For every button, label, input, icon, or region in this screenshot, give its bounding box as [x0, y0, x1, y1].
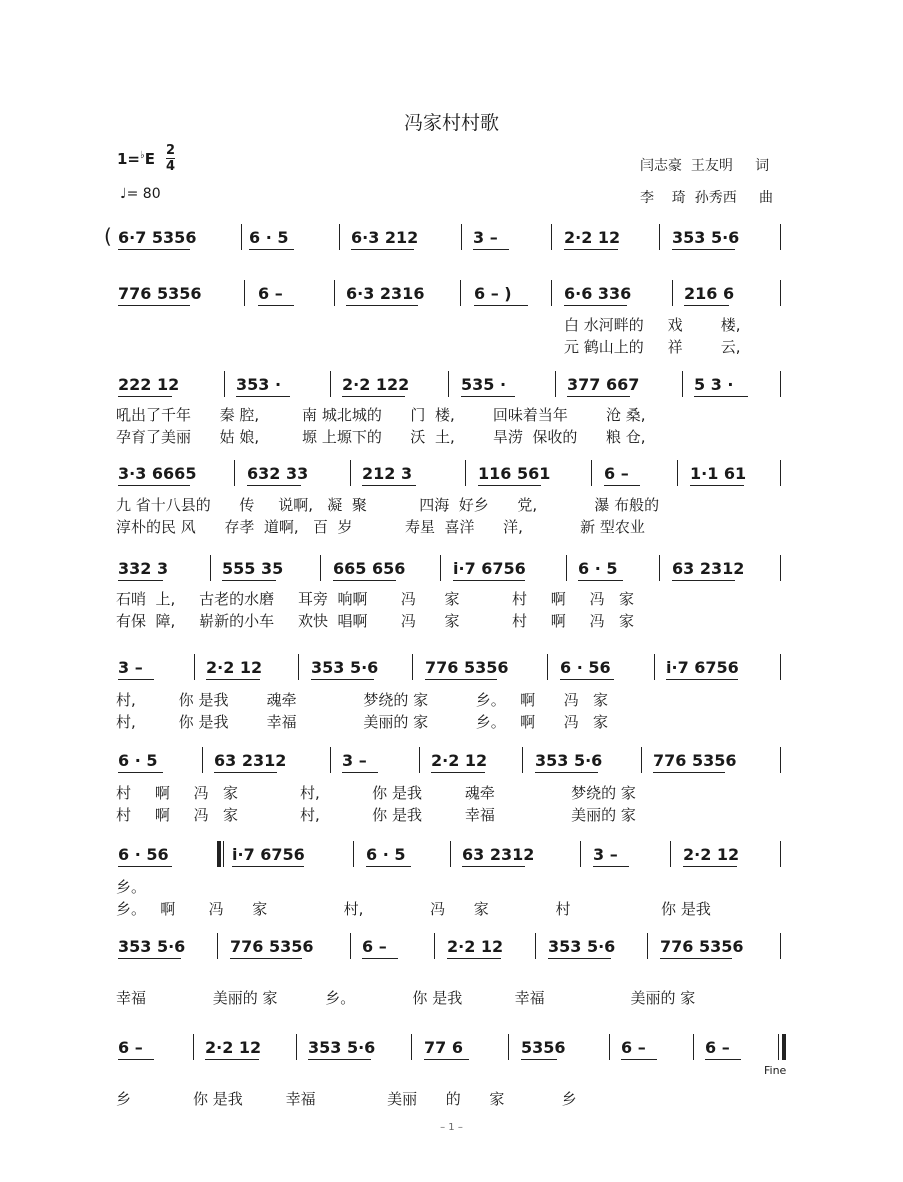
- barline: [339, 224, 340, 250]
- beam-line: [447, 958, 501, 959]
- measure-notes: 6·3 2316: [346, 284, 425, 303]
- beam-line: [593, 866, 629, 867]
- measure-notes: 2·2 12: [431, 751, 488, 770]
- measure-notes: 6 · 5: [578, 559, 618, 578]
- lyric-line: 孕育了美丽 姑 娘, 塬 上塬下的 沃 土, 旱涝 保收的 粮 仓,: [116, 428, 646, 446]
- beam-line: [578, 580, 623, 581]
- beam-line: [425, 679, 497, 680]
- barline: [780, 841, 781, 867]
- lyric-line: 村, 你 是我 魂牵 梦绕的 家 乡。 啊 冯 家: [116, 691, 609, 709]
- beam-line: [258, 305, 294, 306]
- barline: [780, 280, 781, 306]
- measure-notes: 555 35: [222, 559, 284, 578]
- barline: [241, 224, 242, 250]
- measure-notes: 6 · 5: [118, 751, 158, 770]
- measure-notes: 332 3: [118, 559, 169, 578]
- barline: [330, 747, 331, 773]
- barline: [412, 654, 413, 680]
- measure-notes: 216 6: [684, 284, 735, 303]
- measure-notes: 3 –: [473, 228, 498, 247]
- lyric-line: 乡 你 是我 幸福 美丽 的 家 乡: [116, 1090, 577, 1108]
- barline: [244, 280, 245, 306]
- measure-notes: 776 5356: [425, 658, 509, 677]
- beam-line: [535, 772, 598, 773]
- measure-notes: 632 33: [247, 464, 309, 483]
- measure-notes: 63 2312: [462, 845, 535, 864]
- beam-line: [118, 396, 172, 397]
- beam-line: [247, 485, 301, 486]
- measure-notes: 222 12: [118, 375, 180, 394]
- measure-notes: 63 2312: [214, 751, 287, 770]
- page-number: – 1 –: [440, 1122, 463, 1133]
- beam-line: [118, 772, 163, 773]
- beam-line: [672, 580, 735, 581]
- song-title: 冯家村村歌: [403, 112, 499, 134]
- lyric-line: 九 省十八县的 传 说啊, 凝 聚 四海 好乡 党, 瀑 布般的: [116, 496, 660, 514]
- measure-notes: 6 · 56: [118, 845, 169, 864]
- barline: [350, 460, 351, 486]
- lyricist-credit: 闫志豪 王友明 词: [640, 158, 770, 174]
- barline: [194, 654, 195, 680]
- barline: [580, 841, 581, 867]
- beam-line: [311, 679, 374, 680]
- measure-notes: 6 –: [604, 464, 629, 483]
- measure-notes: 6·3 212: [351, 228, 419, 247]
- barline: [522, 747, 523, 773]
- barline: [320, 555, 321, 581]
- measure-notes: 353 5·6: [672, 228, 740, 247]
- beam-line: [236, 396, 290, 397]
- beam-line: [672, 249, 735, 250]
- time-signature-top: 2: [166, 143, 176, 158]
- beam-line: [660, 958, 732, 959]
- barline: [659, 224, 660, 250]
- barline: [234, 460, 235, 486]
- lyric-line: 村 啊 冯 家 村, 你 是我 魂牵 梦绕的 家: [116, 784, 636, 802]
- barline: [547, 654, 548, 680]
- beam-line: [473, 249, 509, 250]
- beam-line: [206, 679, 260, 680]
- beam-line: [604, 485, 640, 486]
- barline: [780, 654, 781, 680]
- barline: [224, 371, 225, 397]
- measure-notes: i·7 6756: [453, 559, 526, 578]
- tempo-marking: ♩= 80: [120, 186, 161, 202]
- beam-line: [564, 305, 627, 306]
- barline: [780, 933, 781, 959]
- barline: [780, 747, 781, 773]
- measure-notes: 6 · 5: [249, 228, 289, 247]
- beam-line: [308, 1059, 371, 1060]
- measure-notes: 5356: [521, 1038, 566, 1057]
- measure-notes: 6 –: [621, 1038, 646, 1057]
- beam-line: [118, 866, 172, 867]
- beam-line: [346, 305, 418, 306]
- beam-line: [424, 1059, 469, 1060]
- beam-line: [705, 1059, 741, 1060]
- fine-marking: Fine: [764, 1064, 787, 1077]
- barline: [461, 224, 462, 250]
- measure-notes: 776 5356: [230, 937, 314, 956]
- barline: [411, 1034, 412, 1060]
- barline: [465, 460, 466, 486]
- beam-line: [222, 580, 276, 581]
- measure-notes: 3 –: [593, 845, 618, 864]
- beam-line: [684, 305, 729, 306]
- beam-line: [118, 580, 163, 581]
- beam-line: [118, 679, 154, 680]
- measure-notes: 212 3: [362, 464, 413, 483]
- beam-line: [683, 866, 737, 867]
- measure-notes: 3 –: [342, 751, 367, 770]
- beam-line: [564, 249, 618, 250]
- beam-line: [118, 485, 190, 486]
- measure-notes: 2·2 12: [564, 228, 621, 247]
- barline: [780, 371, 781, 397]
- measure-notes: 3 –: [118, 658, 143, 677]
- barline: [551, 224, 552, 250]
- barline: [780, 224, 781, 250]
- barline: [460, 280, 461, 306]
- measure-notes: 6·6 336: [564, 284, 632, 303]
- barline: [670, 841, 671, 867]
- barline: [780, 555, 781, 581]
- barline: [193, 1034, 194, 1060]
- beam-line: [214, 772, 277, 773]
- beam-line: [462, 866, 525, 867]
- barline: [535, 933, 536, 959]
- measure-notes: 6 –: [258, 284, 283, 303]
- lyric-line: 乡。: [116, 878, 147, 896]
- measure-notes: 535 ·: [461, 375, 507, 394]
- measure-notes: 353 5·6: [311, 658, 379, 677]
- beam-line: [366, 866, 411, 867]
- beam-line: [461, 396, 515, 397]
- measure-notes: 77 6: [424, 1038, 463, 1057]
- measure-notes: 5 3 ·: [694, 375, 734, 394]
- measure-notes: 353 5·6: [308, 1038, 376, 1057]
- lyric-line: 白 水河畔的 戏 楼,: [564, 316, 741, 334]
- barline: [682, 371, 683, 397]
- barline: [508, 1034, 509, 1060]
- barline: [330, 371, 331, 397]
- measure-notes: 3·3 6665: [118, 464, 197, 483]
- barline: [202, 747, 203, 773]
- beam-line: [342, 396, 405, 397]
- measure-notes: 2·2 122: [342, 375, 410, 394]
- lyric-line: 石哨 上, 古老的水磨 耳旁 响啊 冯 家 村 啊 冯 家: [116, 590, 634, 608]
- measure-notes: 776 5356: [118, 284, 202, 303]
- measure-notes: 2·2 12: [683, 845, 740, 864]
- barline: [659, 555, 660, 581]
- beam-line: [118, 958, 181, 959]
- lyric-line: 乡。 啊 冯 家 村, 冯 家 村 你 是我: [116, 900, 711, 918]
- barline: [350, 933, 351, 959]
- beam-line: [118, 249, 190, 250]
- barline: [353, 841, 354, 867]
- beam-line: [205, 1059, 259, 1060]
- beam-line: [521, 1059, 557, 1060]
- beam-line: [342, 772, 378, 773]
- barline: [780, 460, 781, 486]
- measure-notes: 353 5·6: [118, 937, 186, 956]
- beam-line: [118, 1059, 154, 1060]
- beam-line: [560, 679, 614, 680]
- beam-line: [690, 485, 744, 486]
- barline: [440, 555, 441, 581]
- barline: [434, 933, 435, 959]
- measure-notes: 377 667: [567, 375, 640, 394]
- lyric-line: 吼出了千年 秦 腔, 南 城北城的 门 楼, 回味着当年 沧 桑,: [116, 406, 646, 424]
- measure-notes: i·7 6756: [232, 845, 305, 864]
- final-barline: [778, 1034, 786, 1060]
- measure-notes: 776 5356: [653, 751, 737, 770]
- beam-line: [548, 958, 611, 959]
- beam-line: [249, 249, 294, 250]
- measure-notes: 6 · 5: [366, 845, 406, 864]
- time-signature: [166, 143, 175, 174]
- beam-line: [666, 679, 738, 680]
- barline: [450, 841, 451, 867]
- barline: [555, 371, 556, 397]
- measure-notes: 2·2 12: [205, 1038, 262, 1057]
- barline: [693, 1034, 694, 1060]
- beam-line: [351, 249, 414, 250]
- beam-line: [567, 396, 630, 397]
- beam-line: [232, 866, 304, 867]
- composer-credit: 李 琦 孙秀西 曲: [640, 190, 773, 206]
- measure-notes: 6 –: [118, 1038, 143, 1057]
- open-parenthesis: (: [104, 224, 112, 248]
- barline: [647, 933, 648, 959]
- barline: [296, 1034, 297, 1060]
- barline: [419, 747, 420, 773]
- measure-notes: 665 656: [333, 559, 406, 578]
- measure-notes: 6 · 56: [560, 658, 611, 677]
- beam-line: [453, 580, 525, 581]
- barline: [551, 280, 552, 306]
- beam-line: [694, 396, 748, 397]
- beam-line: [478, 485, 541, 486]
- beam-line: [362, 958, 398, 959]
- beam-line: [653, 772, 725, 773]
- barline: [217, 933, 218, 959]
- barline: [654, 654, 655, 680]
- barline: [641, 747, 642, 773]
- measure-notes: 6 –: [362, 937, 387, 956]
- time-signature-bottom: 4: [166, 159, 176, 174]
- measure-notes: 6·7 5356: [118, 228, 197, 247]
- barline: [448, 371, 449, 397]
- barline: [334, 280, 335, 306]
- measure-notes: 6 –: [705, 1038, 730, 1057]
- measure-notes: 2·2 12: [447, 937, 504, 956]
- measure-notes: 116 561: [478, 464, 551, 483]
- measure-notes: 2·2 12: [206, 658, 263, 677]
- repeat-sign: [217, 841, 224, 867]
- beam-line: [474, 305, 528, 306]
- measure-notes: 353 5·6: [535, 751, 603, 770]
- measure-notes: 6 – ): [474, 284, 512, 303]
- lyric-line: 村 啊 冯 家 村, 你 是我 幸福 美丽的 家: [116, 806, 636, 824]
- measure-notes: i·7 6756: [666, 658, 739, 677]
- measure-notes: 353 ·: [236, 375, 282, 394]
- beam-line: [621, 1059, 657, 1060]
- beam-line: [362, 485, 416, 486]
- barline: [609, 1034, 610, 1060]
- key-signature: 1=♭E: [117, 150, 155, 168]
- barline: [672, 280, 673, 306]
- measure-notes: 353 5·6: [548, 937, 616, 956]
- barline: [677, 460, 678, 486]
- lyric-line: 幸福 美丽的 家 乡。 你 是我 幸福 美丽的 家: [116, 989, 696, 1007]
- barline: [591, 460, 592, 486]
- barline: [298, 654, 299, 680]
- measure-notes: 1·1 61: [690, 464, 747, 483]
- beam-line: [431, 772, 485, 773]
- lyric-line: 有保 障, 崭新的小车 欢快 唱啊 冯 家 村 啊 冯 家: [116, 612, 634, 630]
- beam-line: [118, 305, 190, 306]
- lyric-line: 淳朴的民 风 存孝 道啊, 百 岁 寿星 喜洋 洋, 新 型农业: [116, 518, 645, 536]
- measure-notes: 776 5356: [660, 937, 744, 956]
- barline: [566, 555, 567, 581]
- beam-line: [230, 958, 302, 959]
- beam-line: [333, 580, 396, 581]
- lyric-line: 村, 你 是我 幸福 美丽的 家 乡。 啊 冯 家: [116, 713, 609, 731]
- lyric-line: 元 鹤山上的 祥 云,: [564, 338, 741, 356]
- measure-notes: 63 2312: [672, 559, 745, 578]
- barline: [210, 555, 211, 581]
